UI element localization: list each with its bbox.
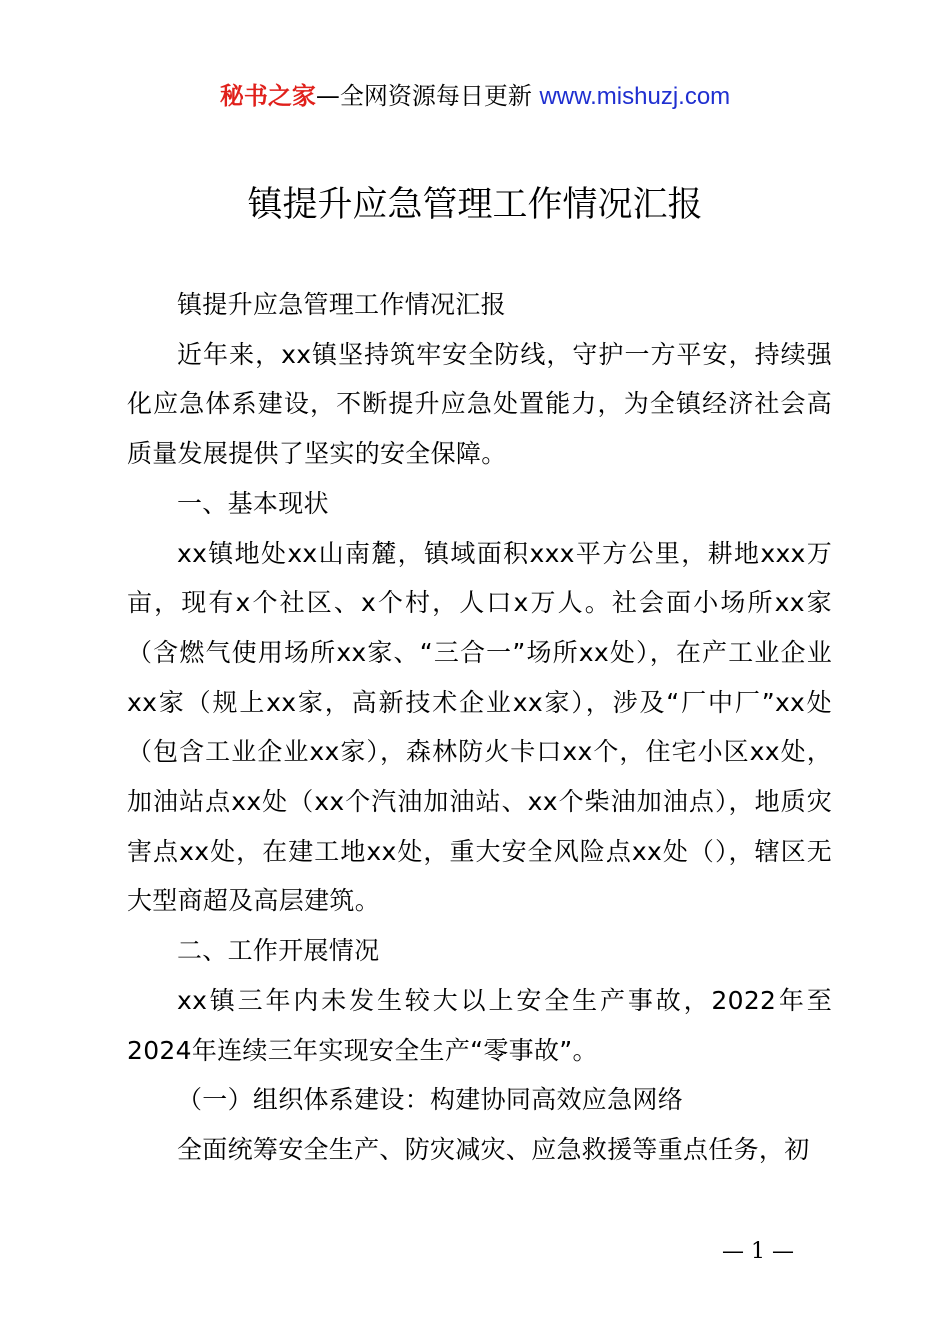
page-number: — 1 — xyxy=(722,1239,794,1264)
document-title: 镇提升应急管理工作情况汇报 xyxy=(247,185,703,225)
section-heading-basic-status: 一、基本现状 xyxy=(177,488,329,518)
subsection-heading-organization: （一）组织体系建设：构建协同高效应急网络 xyxy=(177,1085,684,1115)
site-banner xyxy=(0,80,950,113)
paragraph-work-progress: xx镇三年内未发生较大以上安全生产事故，2022年至2024年连续三年实现安全生产“零事故”。 xyxy=(127,985,832,1065)
brand-name: 秘书之家 xyxy=(219,82,316,110)
paragraph-organization: 全面统筹安全生产、防灾减灾、应急救援等重点任务，初 xyxy=(177,1134,810,1164)
site-url-link[interactable]: www.mishuzj.com xyxy=(539,83,731,110)
paragraph-intro: 近年来，xx镇坚持筑牢安全防线，守护一方平安，持续强化应急体系建设，不断提升应急处置能力，为全镇经济社会高质量发展提供了坚实的安全保障。 xyxy=(127,339,832,469)
section-heading-work-progress: 二、工作开展情况 xyxy=(177,936,380,966)
paragraph-subtitle: 镇提升应急管理工作情况汇报 xyxy=(177,290,506,319)
paragraph-basic-status: xx镇地处xx山南麓，镇域面积xxx平方公里，耕地xxx万亩，现有x个社区、x个村，人口x万人。社会面小场所xx家（含燃气使用场所xx家、“三合一”场所xx处），在产工业企业xx家（规上xx家，高新技术企业xx家），涉及“厂中厂”xx处（包含工业企业xx家），森林防火卡口xx个，住宅小区xx处，加油站点xx处（xx个汽油加油站、xx个柴油加油点），地质灾害点xx处，在建工地xx处，重大安全风险点xx处（），辖区无大型商超及高层建筑。 xyxy=(127,538,832,916)
document-body xyxy=(127,280,832,1175)
banner-slogan: —全网资源每日更新 xyxy=(315,82,540,110)
